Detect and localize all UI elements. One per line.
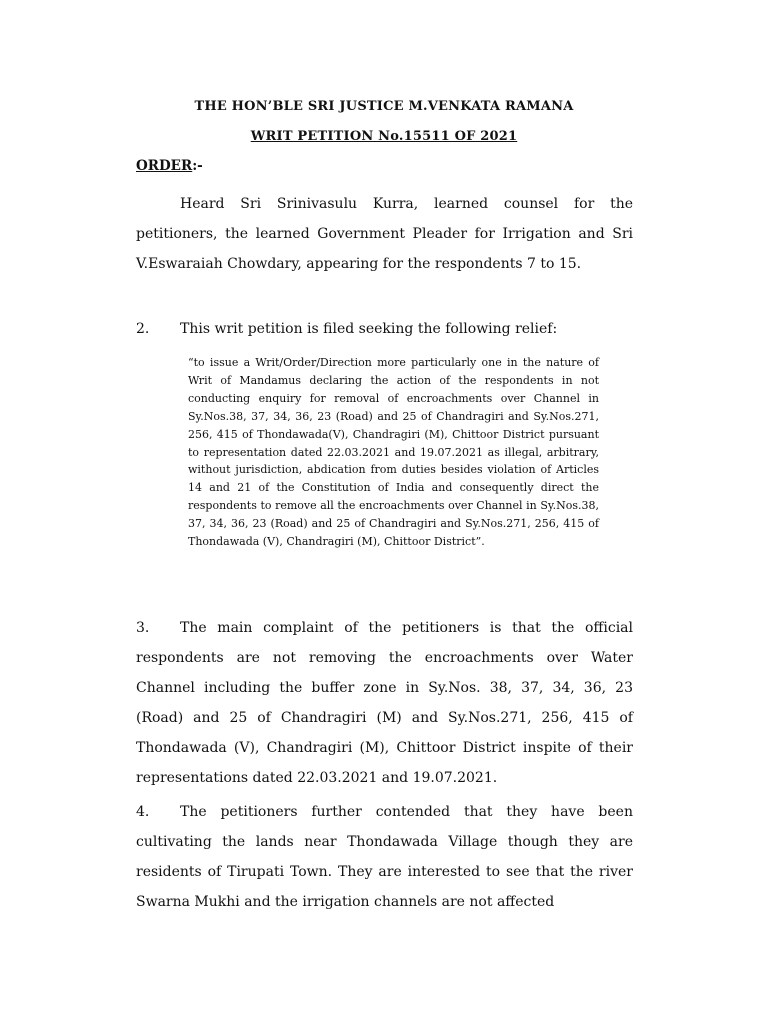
paragraph-1: Heard Sri Srinivasulu Kurra, learned counsel for the petitioners, the learned Government Pleader for Irrigation and Sri V.Eswaraiah Chowdary, appearing for the respondents 7 to 15. (136, 196, 633, 272)
paragraph-3 (136, 613, 633, 793)
case-title: WRIT PETITION No.15511 OF 2021 (250, 129, 518, 144)
order-heading (136, 158, 203, 174)
paragraph-3-text: The main complaint of the petitioners is that the official respondents are not removing the encroachments over Water Channel including the buffer zone in Sy.Nos. 38, 37, 34, 36, 23 (Road) and 25 of Chandragiri (M) and Sy.Nos.271, 256, 415 of Thondawada (V), Chandragiri (M), Chittoor District inspite of their representations dated 22.03.2021 and 19.07.2021. (136, 620, 633, 786)
order-suffix: :- (192, 158, 203, 174)
paragraph-3-number: 3. (136, 620, 150, 636)
paragraph-4-text: The petitioners further contended that they have been cultivating the lands near Thondawada Village though they are residents of Tirupati Town. They are interested to see that the river Swarna Mukhi and the irrigation channels are not affected (136, 804, 633, 910)
paragraph-2-number: 2. (136, 321, 150, 337)
paragraph-4-number: 4. (136, 804, 150, 820)
paragraph-2 (136, 314, 633, 344)
judge-heading: THE HON’BLE SRI JUSTICE M.VENKATA RAMANA (194, 99, 574, 114)
order-label: ORDER (136, 158, 193, 174)
relief-quote: “to issue a Writ/Order/Direction more particularly one in the nature of Writ of Mandamus declaring the action of the respondents in not conducting enquiry for removal of encroachments over Channel in Sy.Nos.38, 37, 34, 36, 23 (Road) and 25 of Chandragiri and Sy.Nos.271, 256, 415 of Thondawada(V), Chandragiri (M), Chittoor District pursuant to representation dated 22.03.2021 and 19.07.2021 as illegal, arbitrary, without jurisdiction, abdication from duties besides violation of Articles 14 and 21 of the Constitution of India and consequently direct the respondents to remove all the encroachments over Channel in Sy.Nos.38, 37, 34, 36, 23 (Road) and 25 of Chandragiri and Sy.Nos.271, 256, 415 of Thondawada (V), Chandragiri (M), Chittoor District”. (188, 356, 599, 549)
paragraph-2-text: This writ petition is filed seeking the following relief: (180, 321, 558, 337)
paragraph-4 (136, 797, 633, 917)
